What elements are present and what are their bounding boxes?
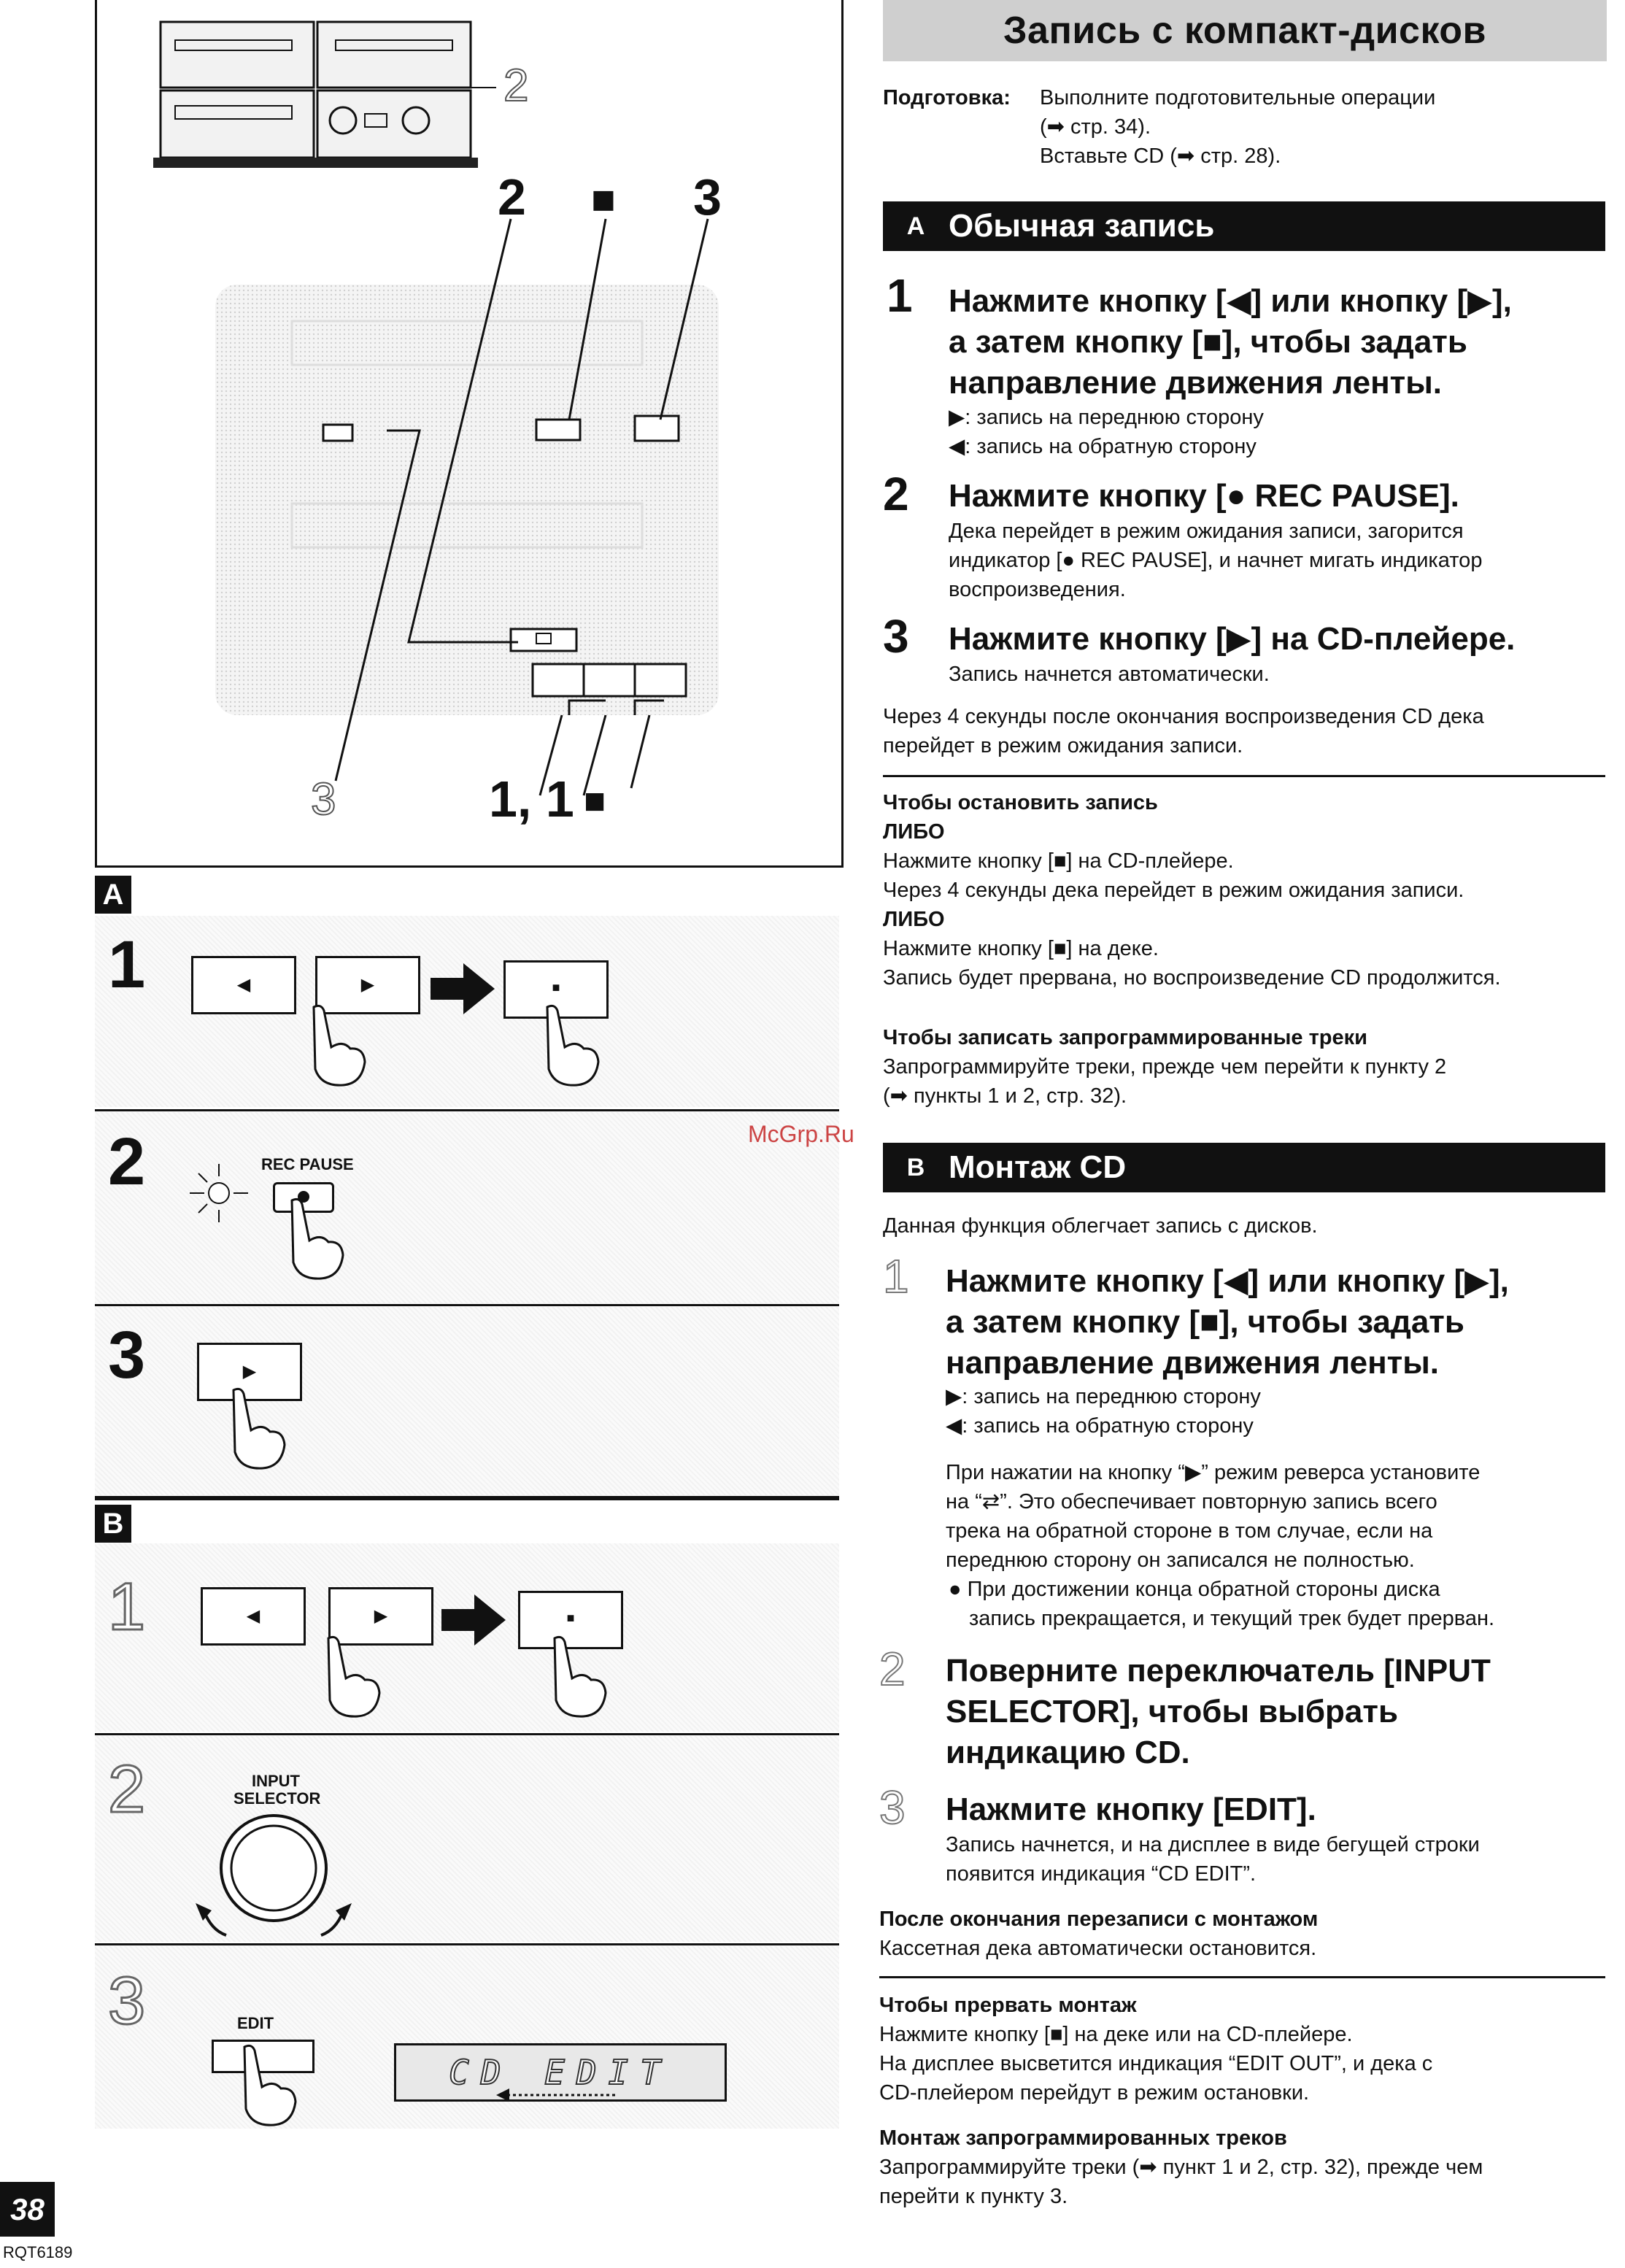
b-stop-heading: Чтобы прервать монтаж: [879, 1994, 1137, 2017]
a-stop-heading: Чтобы остановить запись: [883, 791, 1158, 814]
play-symbol: ▶: [374, 1606, 388, 1626]
section-a-letter: A: [906, 212, 925, 240]
divider-thick: [95, 1496, 839, 1500]
prep-line-3: Вставьте CD (➡ стр. 28).: [1040, 144, 1281, 168]
a-step-2-body-2: индикатор [● REC PAUSE], и начнет мигать индикатор: [949, 549, 1483, 572]
rewind-symbol: ◀: [246, 1606, 260, 1626]
b-stop-line-2: На дисплее высветится индикация “EDIT OUT”, и дека с: [879, 2052, 1433, 2075]
section-a-header: [883, 201, 1605, 251]
label-3: 3: [693, 169, 722, 225]
b-step-1-head-1: Нажмите кнопку [◀] или кнопку [▶],: [946, 1263, 1509, 1299]
block-a-step-1: 1: [108, 927, 146, 1002]
blinking-indicator-icon: [182, 1160, 255, 1226]
prep-line-2: (➡ стр. 34).: [1040, 115, 1151, 139]
a-stop-or-2: ЛИБО: [883, 908, 945, 931]
block-b-step-1: 1: [108, 1570, 146, 1644]
callout-2-top: 2: [503, 61, 529, 111]
block-b-step-2: 2: [108, 1752, 146, 1827]
b-step-1-bullet-1: ● При достижении конца обратной стороны диска: [949, 1578, 1440, 1601]
b-step-1-bullet-2: запись прекращается, и текущий трек будет прерван.: [969, 1607, 1495, 1630]
leader-lines: [292, 212, 744, 839]
a-step-3-head-1: Нажмите кнопку [▶] на CD-плейере.: [949, 621, 1516, 657]
edit-label: EDIT: [237, 2014, 274, 2032]
b-prog-line-2: перейти к пункту 3.: [879, 2185, 1068, 2208]
a-stop-line-1: Нажмите кнопку [■] на CD-плейере.: [883, 849, 1234, 873]
a-step-2-head-1: Нажмите кнопку [● REC PAUSE].: [949, 478, 1459, 514]
b-step-1-body-2: ◀: запись на обратную сторону: [946, 1414, 1254, 1438]
divider: [95, 1733, 839, 1735]
rule: [883, 775, 1605, 777]
b-prog-heading: Монтаж запрограммированных треков: [879, 2126, 1287, 2150]
label-3-bottom: 3: [311, 774, 336, 825]
label-stop-bottom: ■: [584, 780, 606, 821]
a-step-2-body-3: воспроизведения.: [949, 578, 1126, 601]
a-note-2: перейдет в режим ожидания записи.: [883, 734, 1243, 757]
rewind-symbol: ◀: [236, 975, 251, 995]
rec-pause-label: REC PAUSE: [261, 1155, 354, 1173]
rewind-key[interactable]: [191, 956, 296, 1014]
section-b-header: [883, 1143, 1605, 1192]
section-a-title: Обычная запись: [949, 208, 1215, 244]
hand-press-icon: [314, 1635, 387, 1722]
b-step-1-para-3: трека на обратной стороне в том случае, если на: [946, 1519, 1433, 1543]
input-selector-label-2: SELECTOR: [233, 1789, 321, 1808]
b-step-1-num: 1: [883, 1250, 909, 1303]
b-step-3-body-2: появится индикация “CD EDIT”.: [946, 1862, 1257, 1886]
prep-label: Подготовка:: [883, 86, 1011, 109]
input-selector-knob[interactable]: [182, 1810, 365, 1941]
prep-line-1: Выполните подготовительные операции: [1040, 86, 1436, 109]
block-a-step3-bg: [95, 1307, 839, 1495]
b-step-1-para-2: на “⇄”. Это обеспечивает повторную запись всего: [946, 1490, 1437, 1513]
hand-press-icon: [299, 1003, 372, 1091]
page-title: Запись с компакт-дисков: [1003, 9, 1487, 52]
label-1-1: 1, 1: [489, 771, 574, 828]
a-step-1-head-3: направление движения ленты.: [949, 365, 1443, 401]
a-step-1-head-2: а затем кнопку [■], чтобы задать: [949, 324, 1467, 360]
b-step-1-para-4: переднюю сторону он записался не полностью.: [946, 1548, 1415, 1572]
a-note-1: Через 4 секунды после окончания воспроизведения CD дека: [883, 705, 1484, 728]
hand-press-icon: [540, 1635, 613, 1722]
divider: [95, 1109, 839, 1111]
section-b-letter: B: [906, 1153, 925, 1181]
b-step-1-para-1: При нажатии на кнопку “▶” режим реверса установите: [946, 1461, 1481, 1484]
stereo-unit-illustration: [146, 15, 525, 190]
b-step-2-head-3: индикацию CD.: [946, 1735, 1190, 1770]
arrow-right-icon: [431, 963, 496, 1014]
hand-press-icon: [230, 2043, 303, 2131]
block-b-letter: B: [95, 1505, 131, 1543]
b-after-line-1: Кассетная дека автоматически остановится.: [879, 1937, 1317, 1960]
b-step-1-head-2: а затем кнопку [■], чтобы задать: [946, 1304, 1464, 1340]
play-symbol: ▶: [360, 975, 375, 995]
page-number: 38: [0, 2182, 55, 2237]
b-prog-line-1: Запрограммируйте треки (➡ пункт 1 и 2, стр. 32), прежде чем: [879, 2156, 1483, 2179]
b-step-2-num: 2: [879, 1643, 906, 1695]
label-stop: ■: [591, 176, 616, 222]
b-step-3-head-1: Нажмите кнопку [EDIT].: [946, 1791, 1316, 1827]
a-stop-line-3: Нажмите кнопку [■] на деке.: [883, 937, 1159, 960]
a-stop-or-1: ЛИБО: [883, 820, 945, 844]
a-stop-line-4: Запись будет прервана, но воспроизведение CD продолжится.: [883, 966, 1501, 990]
a-prog-line-2: (➡ пункты 1 и 2, стр. 32).: [883, 1084, 1127, 1108]
a-step-1-body-1: ▶: запись на переднюю сторону: [949, 406, 1264, 429]
display-cd-edit: CD EDIT: [394, 2043, 727, 2102]
block-a-letter: A: [95, 876, 131, 914]
b-after-heading: После окончания перезаписи с монтажом: [879, 1908, 1319, 1931]
b-stop-line-3: CD-плейером перейдут в режим остановки.: [879, 2081, 1310, 2105]
stop-symbol: ■: [566, 1611, 575, 1625]
page-title-bar: [883, 0, 1607, 61]
input-selector-label-1: INPUT: [252, 1772, 300, 1790]
b-intro: Данная функция облегчает запись с дисков.: [883, 1214, 1318, 1238]
a-step-2-num: 2: [883, 468, 909, 520]
play-symbol: ▶: [242, 1362, 257, 1381]
rule: [879, 1976, 1605, 1978]
divider: [95, 1943, 839, 1945]
document-code: RQT6189: [3, 2243, 73, 2261]
scroll-arrow-icon: [496, 2087, 620, 2103]
b-step-2-head-1: Поверните переключатель [INPUT: [946, 1653, 1491, 1689]
b-step-3-body-1: Запись начнется, и на дисплее в виде бегущей строки: [946, 1833, 1480, 1856]
arrow-right-icon: [441, 1594, 507, 1646]
hand-press-icon: [219, 1386, 292, 1474]
b-step-1-body-1: ▶: запись на переднюю сторону: [946, 1385, 1261, 1408]
block-a-step-3: 3: [108, 1318, 146, 1392]
divider: [95, 1304, 839, 1306]
a-step-3-body-1: Запись начнется автоматически.: [949, 663, 1270, 686]
hand-press-icon: [533, 1003, 606, 1091]
a-step-1-num: 1: [887, 269, 913, 322]
a-prog-heading: Чтобы записать запрограммированные треки: [883, 1026, 1367, 1049]
block-b-step-3: 3: [108, 1964, 146, 2038]
b-step-3-num: 3: [879, 1781, 906, 1834]
b-stop-line-1: Нажмите кнопку [■] на деке или на CD-плейере.: [879, 2023, 1353, 2046]
watermark: McGrp.Ru: [748, 1121, 854, 1147]
a-step-1-body-2: ◀: запись на обратную сторону: [949, 435, 1257, 458]
a-step-1-head-1: Нажмите кнопку [◀] или кнопку [▶],: [949, 283, 1512, 319]
b-step-2-head-2: SELECTOR], чтобы выбрать: [946, 1694, 1398, 1729]
a-step-2-body-1: Дека перейдет в режим ожидания записи, загорится: [949, 520, 1464, 543]
section-b-title: Монтаж CD: [949, 1149, 1127, 1185]
b-step-1-head-3: направление движения ленты.: [946, 1345, 1440, 1381]
rewind-key[interactable]: [201, 1587, 306, 1646]
a-stop-line-2: Через 4 секунды дека перейдет в режим ожидания записи.: [883, 879, 1464, 902]
hand-press-icon: [277, 1197, 350, 1284]
label-2: 2: [498, 169, 526, 225]
block-a-step-2: 2: [108, 1125, 146, 1199]
a-step-3-num: 3: [883, 610, 909, 663]
stop-symbol: ■: [552, 980, 560, 995]
a-prog-line-1: Запрограммируйте треки, прежде чем перейти к пункту 2: [883, 1055, 1447, 1079]
